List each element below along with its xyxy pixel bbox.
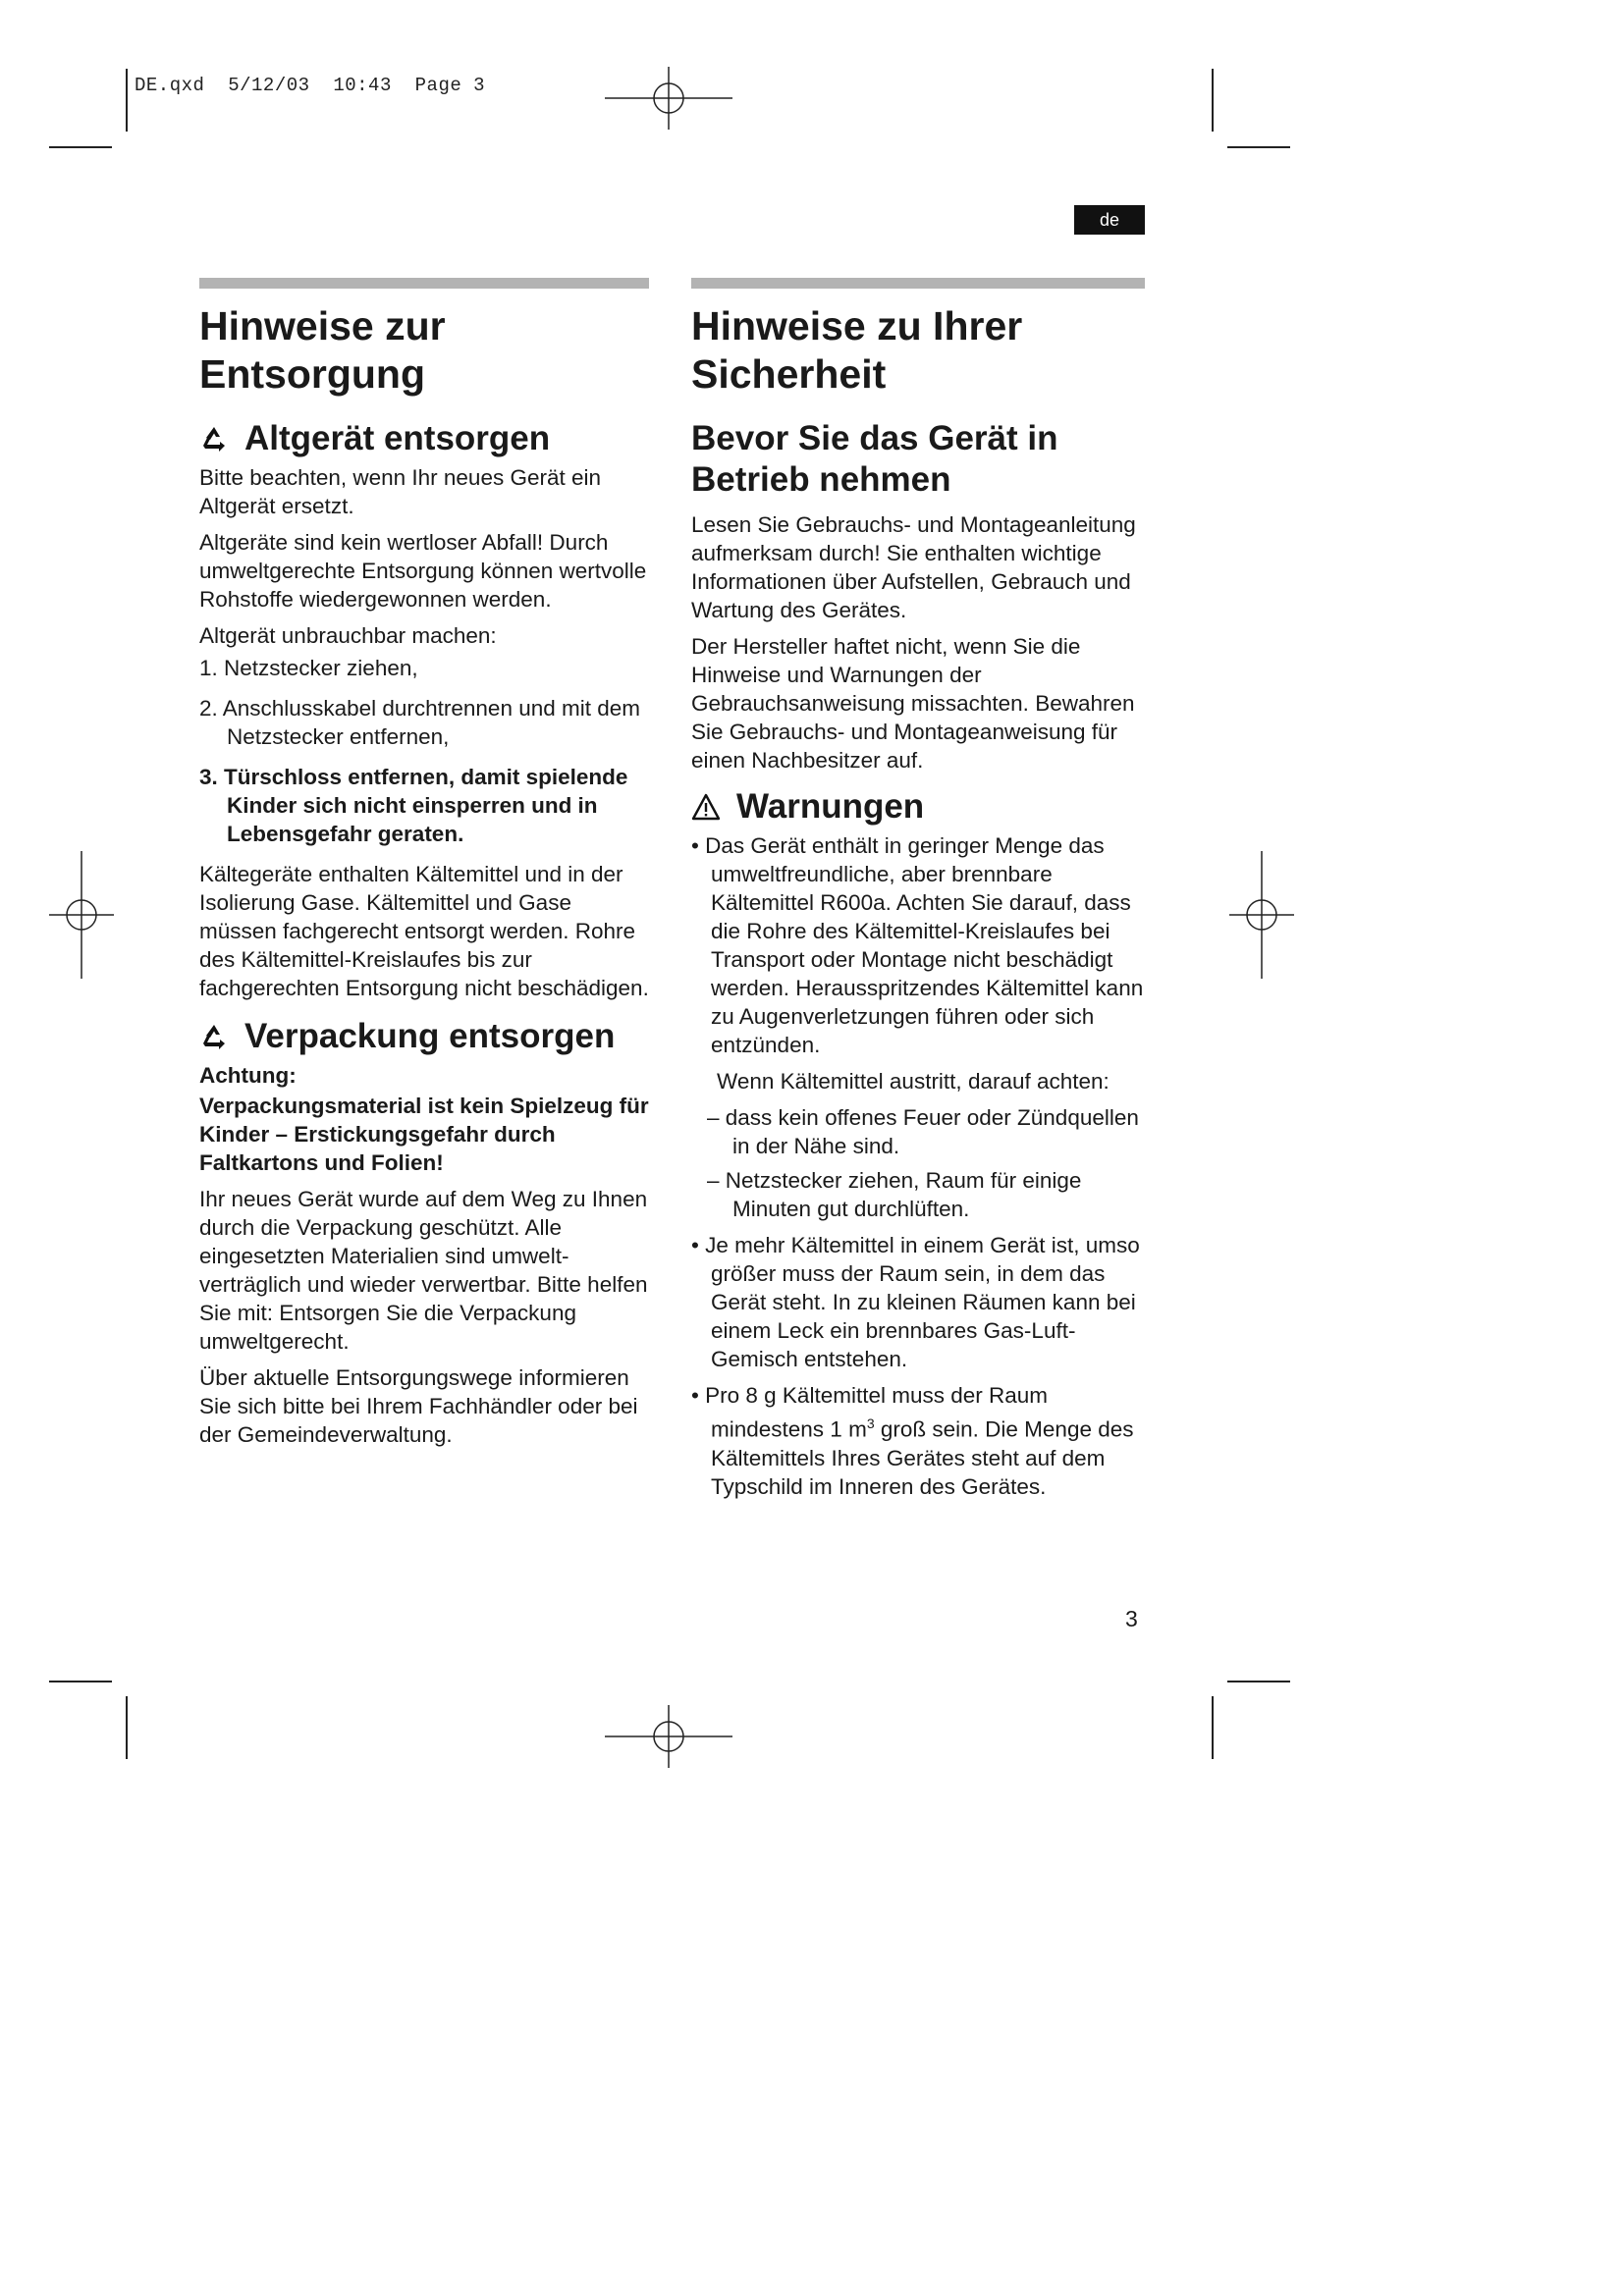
step-item: 2. Anschlusskabel durchtrennen und mit dem Netzstecker entfernen, [199, 696, 641, 749]
page-number: 3 [1125, 1606, 1138, 1631]
right-column [691, 278, 1145, 1509]
paragraph: Bitte beachten, wenn Ihr neues Gerät ein Altgerät ersetzt. [199, 465, 602, 518]
heading-bevor: Bevor Sie das Gerät in Betrieb nehmen [691, 419, 1058, 499]
paragraph: Kältegeräte enthalten Kältemittel und in der Isolierung Gase. Kältemittel und Gase müssen fachgerecht entsorgt werden. Rohre des Kältemittel-Kreislaufes bis zur fachgerechten Entsorgung nicht beschädigen. [199, 862, 649, 1000]
print-slug: DE.qxd 5/12/03 10:43 Page 3 [135, 75, 486, 96]
registration-mark [605, 1705, 732, 1768]
paragraph: Lesen Sie Gebrauchs- und Montageanleitung aufmerksam durch! Sie enthalten wichtige Informationen über Aufstellen, Gebrauch und Wartung des Gerätes. [691, 512, 1136, 622]
attention-label: Achtung: [199, 1063, 297, 1088]
heading-altgeraet-text: Altgerät entsorgen [244, 419, 551, 457]
warning-item-text: • Pro 8 g Kältemittel muss der Raum mindestens 1 m [691, 1383, 1049, 1442]
paragraph: Altgerät unbrauchbar machen: [199, 623, 497, 648]
warning-subtext: Wenn Kältemittel austritt, darauf achten: [717, 1069, 1110, 1094]
right-title: Hinweise zu Ihrer Sicherheit [691, 303, 1023, 397]
registration-mark [49, 851, 114, 979]
crop-mark [49, 146, 112, 148]
crop-mark [1212, 69, 1214, 132]
crop-mark [1227, 1681, 1290, 1682]
step-item: 1. Netzstecker ziehen, [199, 656, 418, 680]
dash-item: – Netzstecker ziehen, Raum für einige Minuten gut durchlüften. [707, 1168, 1082, 1221]
warning-text: Verpackungsmaterial ist kein Spielzeug für Kinder – Erstickungsgefahr durch Faltkartons und Folien! [199, 1094, 649, 1175]
paragraph: Der Hersteller haftet nicht, wenn Sie die Hinweise und Warnungen der Gebrauchsanweisung missachten. Bewahren Sie Gebrauchs- und Montageanweisung für einen Nachbesitzer auf. [691, 634, 1135, 773]
heading-altgeraet [199, 418, 649, 459]
warning-item [691, 831, 1145, 1059]
paragraph: Altgeräte sind kein wertloser Abfall! Durch umweltgerechte Entsorgung können wertvolle Rohstoffe wiedergewonnen werden. [199, 530, 647, 612]
recycle-icon [199, 424, 229, 454]
language-tab: de [1074, 205, 1145, 235]
dash-list [707, 1103, 1145, 1223]
heading-verpackung [199, 1016, 649, 1057]
superscript: 3 [866, 1415, 875, 1431]
crop-mark [126, 1696, 128, 1759]
warning-item [691, 1381, 1145, 1501]
dash-item: – dass kein offenes Feuer oder Zündquellen in der Nähe sind. [707, 1105, 1139, 1158]
registration-mark [605, 67, 732, 130]
crop-mark [1212, 1696, 1214, 1759]
warning-triangle-icon [691, 792, 721, 822]
warnings-list [691, 1231, 1145, 1501]
paragraph: Über aktuelle Entsorgungswege informieren Sie sich bitte bei Ihrem Fachhändler oder bei der Gemeindeverwaltung. [199, 1365, 638, 1447]
warnings-list [691, 831, 1145, 1059]
crop-mark [126, 69, 128, 132]
warning-item-text: groß sein. Die Menge des Kältemittels Ihres Gerätes steht auf dem Typschild im Inneren des Gerätes. [711, 1416, 1134, 1499]
section-bar [199, 278, 649, 289]
step-item: 3. Türschloss entfernen, damit spielende Kinder sich nicht einsperren und in Lebensgefahr geraten. [199, 765, 628, 846]
warning-item: • Je mehr Kältemittel in einem Gerät ist, umso größer muss der Raum sein, in dem das Gerät steht. In zu kleinen Räumen kann bei einem Leck ein brennbares Gas-Luft-Gemisch entstehen. [691, 1233, 1140, 1371]
heading-warnungen [691, 786, 1145, 828]
left-column [199, 278, 649, 1457]
steps-list [199, 654, 649, 848]
heading-warnungen-text: Warnungen [736, 787, 925, 826]
crop-mark [1227, 146, 1290, 148]
section-bar [691, 278, 1145, 289]
registration-mark [1229, 851, 1294, 979]
heading-verpackung-text: Verpackung entsorgen [244, 1017, 616, 1055]
recycle-icon [199, 1022, 229, 1051]
left-title: Hinweise zur Entsorgung [199, 303, 446, 397]
crop-mark [49, 1681, 112, 1682]
warning-item-text: • Das Gerät enthält in geringer Menge das umweltfreundliche, aber brennbare Kältemittel R600a. Achten Sie darauf, dass die Rohre des Kältemittel-Kreislaufes bei Transport oder Montage nicht beschädigt werden. Herausspritzendes Kältemittel kann zu Augenverletzungen führen oder sich entzünden. [691, 833, 1144, 1057]
paragraph: Ihr neues Gerät wurde auf dem Weg zu Ihnen durch die Verpackung geschützt. Alle eingesetzten Materialien sind umwelt-verträglich und wieder verwertbar. Bitte helfen Sie mit: Entsorgen Sie die Verpackung umweltgerecht. [199, 1187, 648, 1354]
